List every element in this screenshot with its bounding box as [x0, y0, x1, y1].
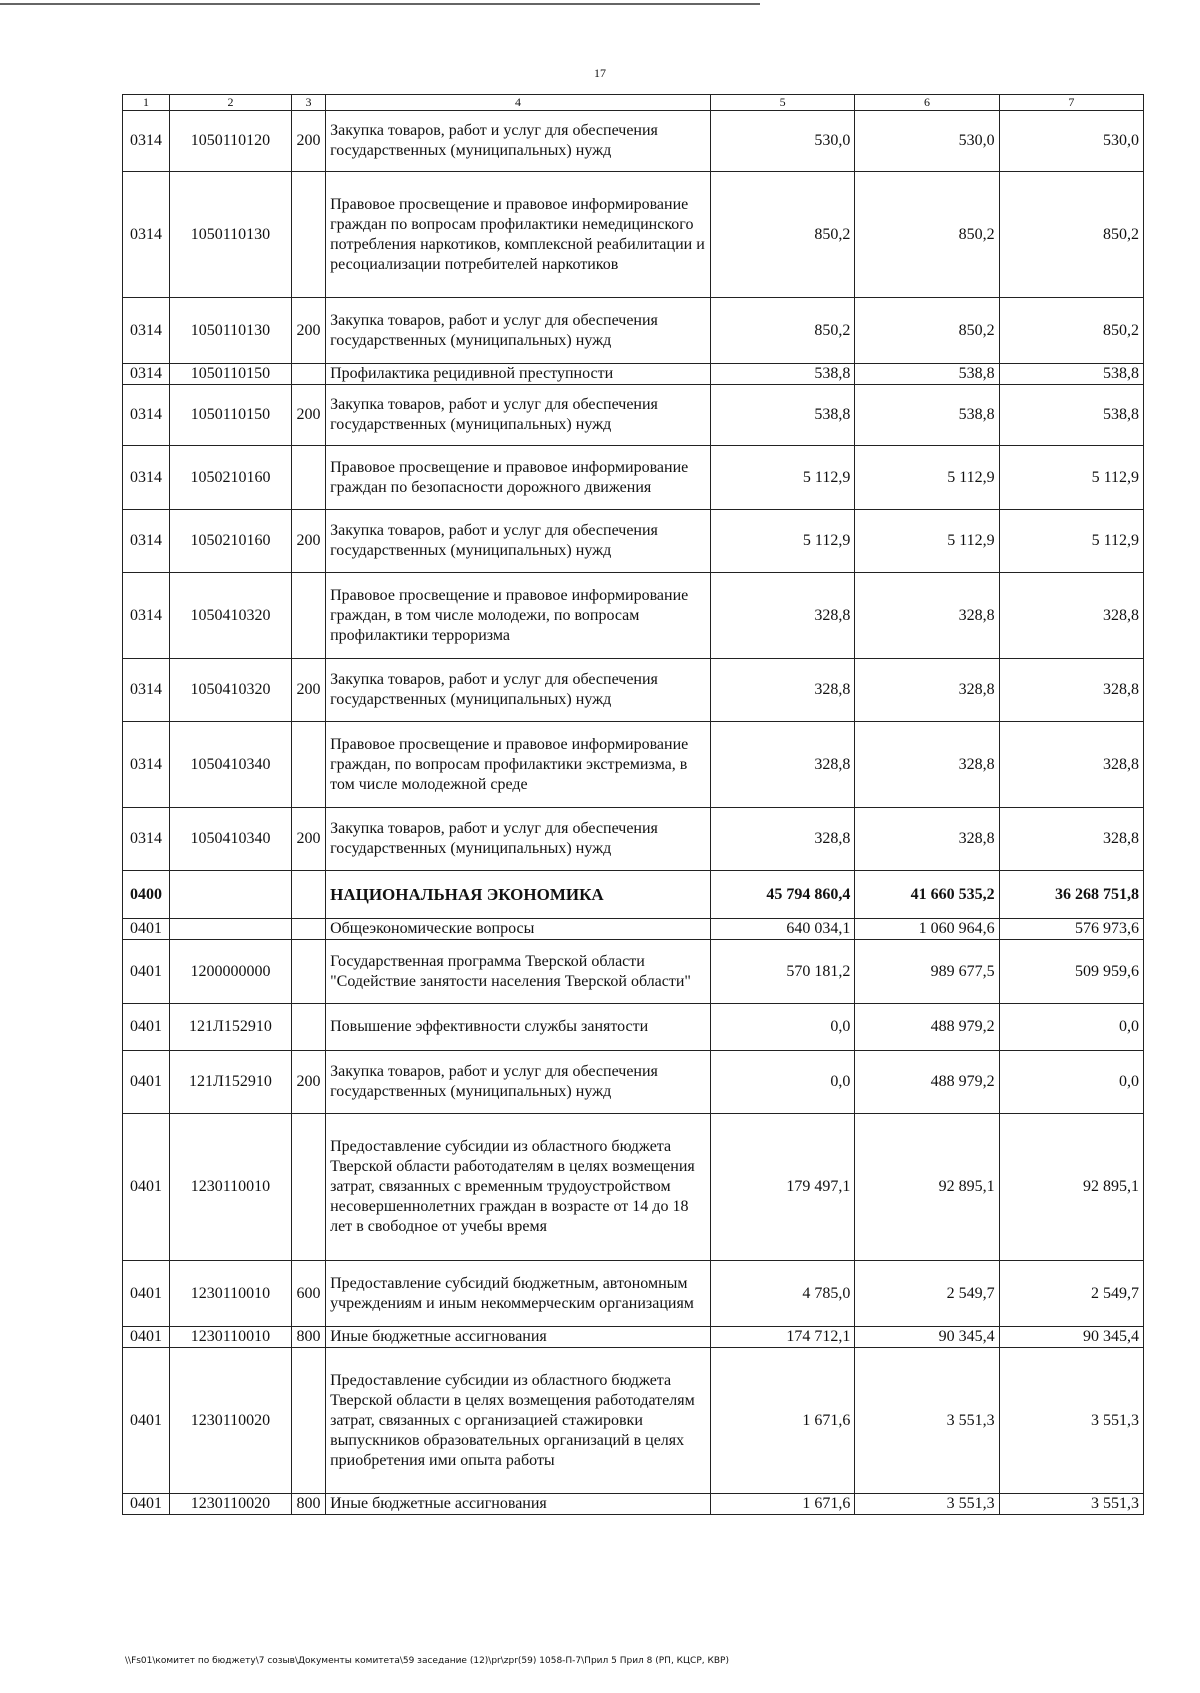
amount-year2-cell: 41 660 535,2	[855, 871, 999, 919]
amount-year3-cell: 36 268 751,8	[999, 871, 1143, 919]
table-row	[123, 111, 1144, 172]
section-code-cell: 0401	[123, 1494, 170, 1515]
target-article-cell: 1230110020	[170, 1494, 292, 1515]
item-name-cell: Иные бюджетные ассигнования	[326, 1494, 711, 1515]
amount-year1-cell: 850,2	[710, 172, 854, 298]
amount-year3-cell: 5 112,9	[999, 510, 1143, 573]
expense-type-cell	[291, 1114, 325, 1261]
amount-year3-cell: 850,2	[999, 298, 1143, 364]
header-row	[123, 95, 1144, 111]
item-name-cell: Закупка товаров, работ и услуг для обеспечения государственных (муниципальных) нужд	[326, 1051, 711, 1114]
expense-type-cell: 200	[291, 385, 325, 446]
table-row	[123, 919, 1144, 940]
table-row	[123, 722, 1144, 808]
section-code-cell: 0314	[123, 446, 170, 510]
expense-type-cell: 200	[291, 111, 325, 172]
amount-year3-cell: 0,0	[999, 1004, 1143, 1051]
item-name-cell: Иные бюджетные ассигнования	[326, 1327, 711, 1348]
amount-year3-cell: 328,8	[999, 573, 1143, 659]
expense-type-cell	[291, 1004, 325, 1051]
amount-year1-cell: 328,8	[710, 722, 854, 808]
amount-year1-cell: 0,0	[710, 1051, 854, 1114]
amount-year3-cell: 530,0	[999, 111, 1143, 172]
expense-type-cell	[291, 364, 325, 385]
table-row	[123, 1051, 1144, 1114]
amount-year2-cell: 530,0	[855, 111, 999, 172]
item-name-cell: Правовое просвещение и правовое информирование граждан, по вопросам профилактики экстремизма, в том числе молодежной среде	[326, 722, 711, 808]
amount-year3-cell: 328,8	[999, 659, 1143, 722]
section-code-cell: 0314	[123, 111, 170, 172]
amount-year3-cell: 509 959,6	[999, 940, 1143, 1004]
table-row	[123, 1348, 1144, 1494]
target-article-cell: 1050110120	[170, 111, 292, 172]
section-code-cell: 0401	[123, 940, 170, 1004]
table-row	[123, 808, 1144, 871]
amount-year2-cell: 488 979,2	[855, 1051, 999, 1114]
amount-year1-cell: 174 712,1	[710, 1327, 854, 1348]
amount-year2-cell: 3 551,3	[855, 1494, 999, 1515]
amount-year1-cell: 538,8	[710, 364, 854, 385]
amount-year3-cell: 0,0	[999, 1051, 1143, 1114]
page-number: 17	[594, 66, 606, 80]
amount-year2-cell: 328,8	[855, 573, 999, 659]
item-name-cell: Общеэкономические вопросы	[326, 919, 711, 940]
section-code-cell: 0401	[123, 1261, 170, 1327]
item-name-cell: Закупка товаров, работ и услуг для обеспечения государственных (муниципальных) нужд	[326, 385, 711, 446]
top-rule	[0, 3, 760, 5]
amount-year1-cell: 5 112,9	[710, 510, 854, 573]
amount-year2-cell: 989 677,5	[855, 940, 999, 1004]
section-code-cell: 0314	[123, 364, 170, 385]
expense-type-cell: 200	[291, 808, 325, 871]
item-name-cell: НАЦИОНАЛЬНАЯ ЭКОНОМИКА	[326, 871, 711, 919]
item-name-cell: Закупка товаров, работ и услуг для обеспечения государственных (муниципальных) нужд	[326, 510, 711, 573]
section-code-cell: 0314	[123, 722, 170, 808]
target-article-cell: 1050410340	[170, 808, 292, 871]
budget-table	[122, 94, 1144, 1515]
item-name-cell: Закупка товаров, работ и услуг для обеспечения государственных (муниципальных) нужд	[326, 659, 711, 722]
item-name-cell: Предоставление субсидии из областного бюджета Тверской области работодателям в целях возмещения затрат, связанных с временным трудоустройством несовершеннолетних граждан в возрасте от 14 до 18 лет в свободное от учебы время	[326, 1114, 711, 1261]
amount-year1-cell: 328,8	[710, 808, 854, 871]
expense-type-cell	[291, 1348, 325, 1494]
expense-type-cell: 800	[291, 1494, 325, 1515]
expense-type-cell: 200	[291, 510, 325, 573]
section-code-cell: 0314	[123, 298, 170, 364]
expense-type-cell	[291, 573, 325, 659]
column-header: 5	[710, 95, 854, 111]
table-row	[123, 172, 1144, 298]
target-article-cell: 1050110130	[170, 172, 292, 298]
amount-year1-cell: 0,0	[710, 1004, 854, 1051]
item-name-cell: Предоставление субсидии из областного бюджета Тверской области в целях возмещения работодателям затрат, связанных с организацией стажировки выпускников образовательных организаций в целях приобретения ими опыта работы	[326, 1348, 711, 1494]
amount-year1-cell: 328,8	[710, 659, 854, 722]
section-code-cell: 0401	[123, 1051, 170, 1114]
amount-year3-cell: 5 112,9	[999, 446, 1143, 510]
amount-year1-cell: 45 794 860,4	[710, 871, 854, 919]
amount-year3-cell: 576 973,6	[999, 919, 1143, 940]
amount-year3-cell: 538,8	[999, 385, 1143, 446]
section-code-cell: 0401	[123, 1004, 170, 1051]
section-code-cell: 0400	[123, 871, 170, 919]
item-name-cell: Правовое просвещение и правовое информирование граждан по безопасности дорожного движения	[326, 446, 711, 510]
item-name-cell: Правовое просвещение и правовое информирование граждан, в том числе молодежи, по вопросам профилактики терроризма	[326, 573, 711, 659]
amount-year3-cell: 90 345,4	[999, 1327, 1143, 1348]
target-article-cell: 1050210160	[170, 510, 292, 573]
amount-year2-cell: 5 112,9	[855, 446, 999, 510]
table-row	[123, 659, 1144, 722]
amount-year2-cell: 92 895,1	[855, 1114, 999, 1261]
expense-type-cell	[291, 446, 325, 510]
target-article-cell: 1230110010	[170, 1114, 292, 1261]
section-code-cell: 0314	[123, 172, 170, 298]
expense-type-cell	[291, 722, 325, 808]
table-row	[123, 940, 1144, 1004]
amount-year1-cell: 640 034,1	[710, 919, 854, 940]
target-article-cell: 1050410320	[170, 573, 292, 659]
column-header: 2	[170, 95, 292, 111]
amount-year2-cell: 488 979,2	[855, 1004, 999, 1051]
table-row	[123, 385, 1144, 446]
column-header: 3	[291, 95, 325, 111]
amount-year2-cell: 328,8	[855, 722, 999, 808]
amount-year2-cell: 1 060 964,6	[855, 919, 999, 940]
section-code-cell: 0401	[123, 919, 170, 940]
section-code-cell: 0401	[123, 1327, 170, 1348]
amount-year3-cell: 2 549,7	[999, 1261, 1143, 1327]
amount-year3-cell: 3 551,3	[999, 1494, 1143, 1515]
expense-type-cell: 200	[291, 1051, 325, 1114]
item-name-cell: Закупка товаров, работ и услуг для обеспечения государственных (муниципальных) нужд	[326, 808, 711, 871]
amount-year2-cell: 850,2	[855, 172, 999, 298]
table-row	[123, 364, 1144, 385]
target-article-cell: 1230110010	[170, 1261, 292, 1327]
amount-year1-cell: 179 497,1	[710, 1114, 854, 1261]
amount-year2-cell: 90 345,4	[855, 1327, 999, 1348]
amount-year2-cell: 850,2	[855, 298, 999, 364]
column-header: 6	[855, 95, 999, 111]
target-article-cell	[170, 919, 292, 940]
table-row	[123, 1114, 1144, 1261]
table-row	[123, 1494, 1144, 1515]
amount-year1-cell: 1 671,6	[710, 1348, 854, 1494]
amount-year2-cell: 538,8	[855, 364, 999, 385]
target-article-cell: 1050410340	[170, 722, 292, 808]
target-article-cell: 1050110150	[170, 385, 292, 446]
amount-year2-cell: 5 112,9	[855, 510, 999, 573]
target-article-cell: 1230110020	[170, 1348, 292, 1494]
column-header: 7	[999, 95, 1143, 111]
target-article-cell: 1200000000	[170, 940, 292, 1004]
target-article-cell: 1050410320	[170, 659, 292, 722]
amount-year1-cell: 328,8	[710, 573, 854, 659]
table-row	[123, 510, 1144, 573]
amount-year1-cell: 570 181,2	[710, 940, 854, 1004]
item-name-cell: Закупка товаров, работ и услуг для обеспечения государственных (муниципальных) нужд	[326, 298, 711, 364]
table-row	[123, 1004, 1144, 1051]
target-article-cell: 1230110010	[170, 1327, 292, 1348]
target-article-cell: 1050210160	[170, 446, 292, 510]
amount-year3-cell: 538,8	[999, 364, 1143, 385]
target-article-cell: 121Л152910	[170, 1004, 292, 1051]
amount-year1-cell: 5 112,9	[710, 446, 854, 510]
section-code-cell: 0401	[123, 1348, 170, 1494]
amount-year2-cell: 3 551,3	[855, 1348, 999, 1494]
amount-year3-cell: 850,2	[999, 172, 1143, 298]
expense-type-cell	[291, 919, 325, 940]
amount-year1-cell: 850,2	[710, 298, 854, 364]
amount-year1-cell: 530,0	[710, 111, 854, 172]
target-article-cell: 1050110150	[170, 364, 292, 385]
section-code-cell: 0314	[123, 573, 170, 659]
target-article-cell: 1050110130	[170, 298, 292, 364]
item-name-cell: Государственная программа Тверской области "Содействие занятости населения Тверской области"	[326, 940, 711, 1004]
column-header: 1	[123, 95, 170, 111]
item-name-cell: Повышение эффективности службы занятости	[326, 1004, 711, 1051]
amount-year3-cell: 328,8	[999, 722, 1143, 808]
section-code-cell: 0314	[123, 510, 170, 573]
amount-year1-cell: 538,8	[710, 385, 854, 446]
target-article-cell	[170, 871, 292, 919]
expense-type-cell: 200	[291, 659, 325, 722]
expense-type-cell	[291, 871, 325, 919]
section-code-cell: 0314	[123, 659, 170, 722]
expense-type-cell: 800	[291, 1327, 325, 1348]
target-article-cell: 121Л152910	[170, 1051, 292, 1114]
amount-year2-cell: 328,8	[855, 659, 999, 722]
amount-year2-cell: 328,8	[855, 808, 999, 871]
table-row	[123, 298, 1144, 364]
expense-type-cell	[291, 940, 325, 1004]
item-name-cell: Закупка товаров, работ и услуг для обеспечения государственных (муниципальных) нужд	[326, 111, 711, 172]
section-code-cell: 0314	[123, 385, 170, 446]
table-row	[123, 1261, 1144, 1327]
footer-file-path: \\Fs01\комитет по бюджету\7 созыв\Документы комитета\59 заседание (12)\pr\zpr(59) 1058-П-7\Прил 5 Прил 8 (РП, КЦСР, КВР)	[125, 1656, 729, 1666]
item-name-cell: Правовое просвещение и правовое информирование граждан по вопросам профилактики немедицинского потребления наркотиков, комплексной реабилитации и ресоциализации потребителей наркотиков	[326, 172, 711, 298]
table-row	[123, 1327, 1144, 1348]
expense-type-cell	[291, 172, 325, 298]
expense-type-cell: 600	[291, 1261, 325, 1327]
amount-year1-cell: 1 671,6	[710, 1494, 854, 1515]
section-code-cell: 0314	[123, 808, 170, 871]
amount-year2-cell: 538,8	[855, 385, 999, 446]
amount-year2-cell: 2 549,7	[855, 1261, 999, 1327]
table-row	[123, 871, 1144, 919]
item-name-cell: Профилактика рецидивной преступности	[326, 364, 711, 385]
expense-type-cell: 200	[291, 298, 325, 364]
amount-year1-cell: 4 785,0	[710, 1261, 854, 1327]
table-row	[123, 446, 1144, 510]
table-row	[123, 573, 1144, 659]
amount-year3-cell: 3 551,3	[999, 1348, 1143, 1494]
section-code-cell: 0401	[123, 1114, 170, 1261]
column-header: 4	[326, 95, 711, 111]
amount-year3-cell: 328,8	[999, 808, 1143, 871]
table-body	[123, 111, 1144, 1515]
item-name-cell: Предоставление субсидий бюджетным, автономным учреждениям и иным некоммерческим организациям	[326, 1261, 711, 1327]
amount-year3-cell: 92 895,1	[999, 1114, 1143, 1261]
